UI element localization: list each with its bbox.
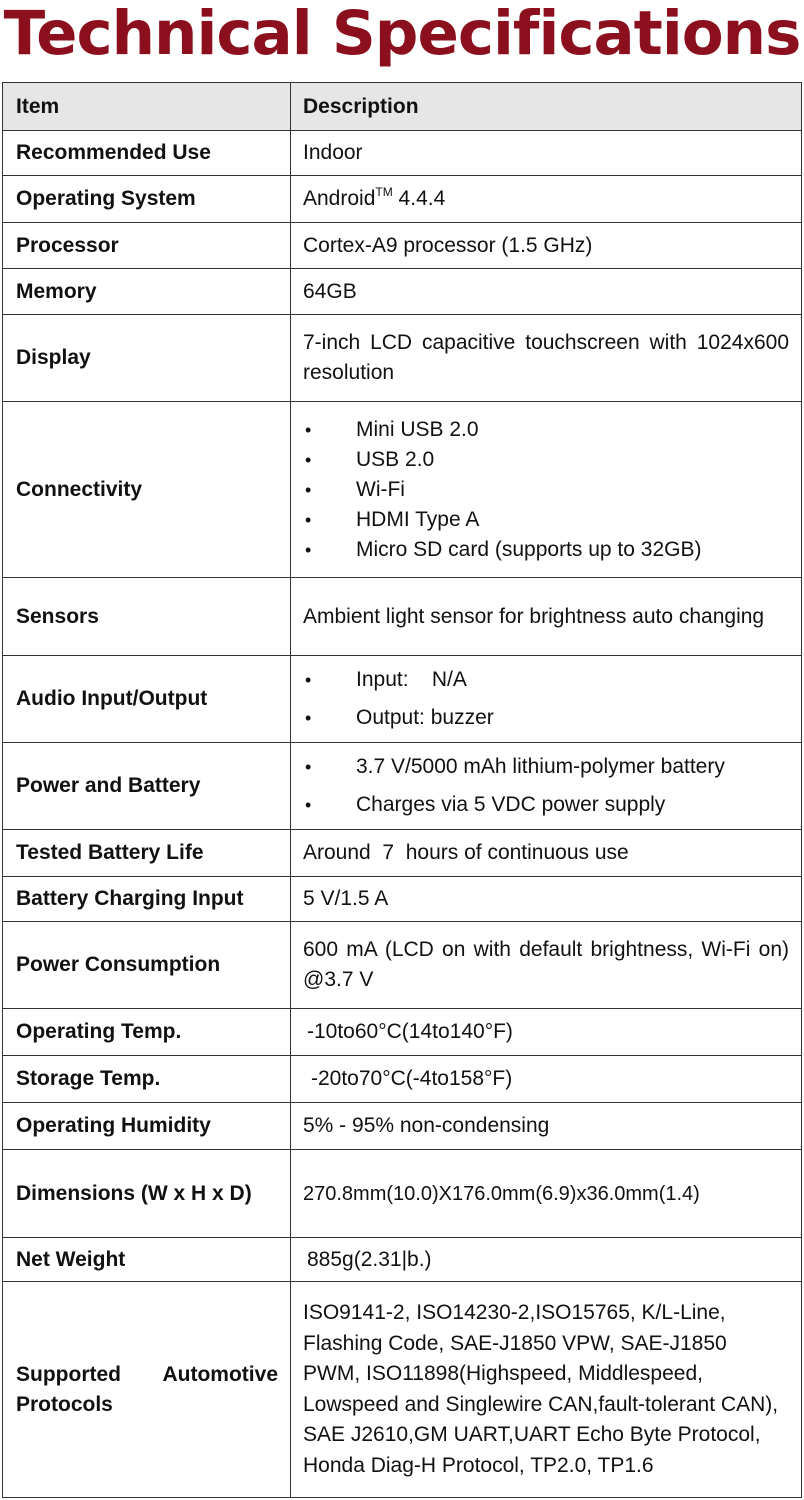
row-item-label: Operating Humidity (3, 1103, 291, 1150)
row-item-label: Processor (3, 223, 291, 269)
table-header-row (3, 83, 802, 131)
row-item-label: Recommended Use (3, 131, 291, 176)
table-row-power-battery (3, 743, 802, 830)
row-description: 64GB (291, 269, 802, 315)
table-row-operating-system (3, 176, 802, 223)
table-row-operating-temp (3, 1009, 802, 1056)
trademark-mark: TM (375, 185, 393, 199)
list-item: • Mini USB 2.0 (303, 415, 789, 445)
table-row-storage-temp (3, 1056, 802, 1103)
row-item-label: Dimensions (W x H x D) (3, 1150, 291, 1238)
row-item-label: Audio Input/Output (3, 656, 291, 743)
specifications-table (2, 82, 802, 1498)
row-description: 600 mA (LCD on with default brightness, Wi-Fi on) @3.7 V (291, 922, 802, 1009)
table-row-charging-input (3, 877, 802, 922)
audio-list (303, 661, 789, 737)
row-description (291, 176, 802, 223)
table-row-dimensions (3, 1150, 802, 1238)
row-item-label: Operating Temp. (3, 1009, 291, 1056)
row-item-label: Net Weight (3, 1238, 291, 1282)
row-description: Around 7 hours of continuous use (291, 830, 802, 877)
table-row-processor (3, 223, 802, 269)
table-row-connectivity (3, 402, 802, 578)
table-row-memory (3, 269, 802, 315)
row-description: 270.8mm(10.0)X176.0mm(6.9)x36.0mm(1.4) (291, 1150, 802, 1238)
row-description: -20to70°C(-4to158°F) (291, 1056, 802, 1103)
row-description: 5 V/1.5 A (291, 877, 802, 922)
row-description (291, 656, 802, 743)
list-item: • Charges via 5 VDC power supply (303, 786, 789, 824)
row-item-label: Supported Automotive Protocols (3, 1282, 291, 1498)
row-item-label: Sensors (3, 578, 291, 656)
header-description: Description (291, 83, 802, 131)
header-item: Item (3, 83, 291, 131)
table-row-sensors (3, 578, 802, 656)
row-description: 5% - 95% non-condensing (291, 1103, 802, 1150)
row-item-label: Storage Temp. (3, 1056, 291, 1103)
row-description: ISO9141-2, ISO14230-2,ISO15765, K/L-Line, Flashing Code, SAE-J1850 VPW, SAE-J1850 PWM, ISO11898(Highspeed, Middlespeed, Lowspeed and Singlewire CAN,fault-tolerant CAN), SAE J2610,GM UART,UART Echo Byte Protocol, Honda Diag-H Protocol, TP2.0, TP1.6 (291, 1282, 802, 1498)
row-item-label: Power Consumption (3, 922, 291, 1009)
row-description: -10to60°C(14to140°F) (291, 1009, 802, 1056)
row-item-label: Operating System (3, 176, 291, 223)
list-item: • Micro SD card (supports up to 32GB) (303, 535, 789, 565)
os-version: 4.4.4 (392, 187, 446, 210)
connectivity-list (303, 415, 789, 565)
row-description: Ambient light sensor for brightness auto changing (291, 578, 802, 656)
table-row-net-weight (3, 1238, 802, 1282)
row-description: 7-inch LCD capacitive touchscreen with 1024x600 resolution (291, 315, 802, 402)
row-description: Indoor (291, 131, 802, 176)
os-name: Android (303, 187, 376, 210)
table-row-display (3, 315, 802, 402)
row-item-label: Memory (3, 269, 291, 315)
row-description (291, 402, 802, 578)
table-row-battery-life (3, 830, 802, 877)
table-row-audio (3, 656, 802, 743)
row-item-label: Connectivity (3, 402, 291, 578)
row-item-label: Battery Charging Input (3, 877, 291, 922)
table-row-recommended-use (3, 131, 802, 176)
row-description: 885g(2.31|b.) (291, 1238, 802, 1282)
power-list (303, 748, 789, 824)
row-item-label: Tested Battery Life (3, 830, 291, 877)
table-row-humidity (3, 1103, 802, 1150)
list-item: • Input: N/A (303, 661, 789, 699)
row-description (291, 743, 802, 830)
page-title: Technical Specifications (3, 0, 801, 69)
row-item-label: Power and Battery (3, 743, 291, 830)
list-item: • HDMI Type A (303, 505, 789, 535)
list-item: • USB 2.0 (303, 445, 789, 475)
row-description: Cortex-A9 processor (1.5 GHz) (291, 223, 802, 269)
list-item: • Wi-Fi (303, 475, 789, 505)
table-row-power-consumption (3, 922, 802, 1009)
row-item-label: Display (3, 315, 291, 402)
table-row-protocols (3, 1282, 802, 1498)
list-item: • 3.7 V/5000 mAh lithium-polymer battery (303, 748, 789, 786)
list-item: • Output: buzzer (303, 699, 789, 737)
